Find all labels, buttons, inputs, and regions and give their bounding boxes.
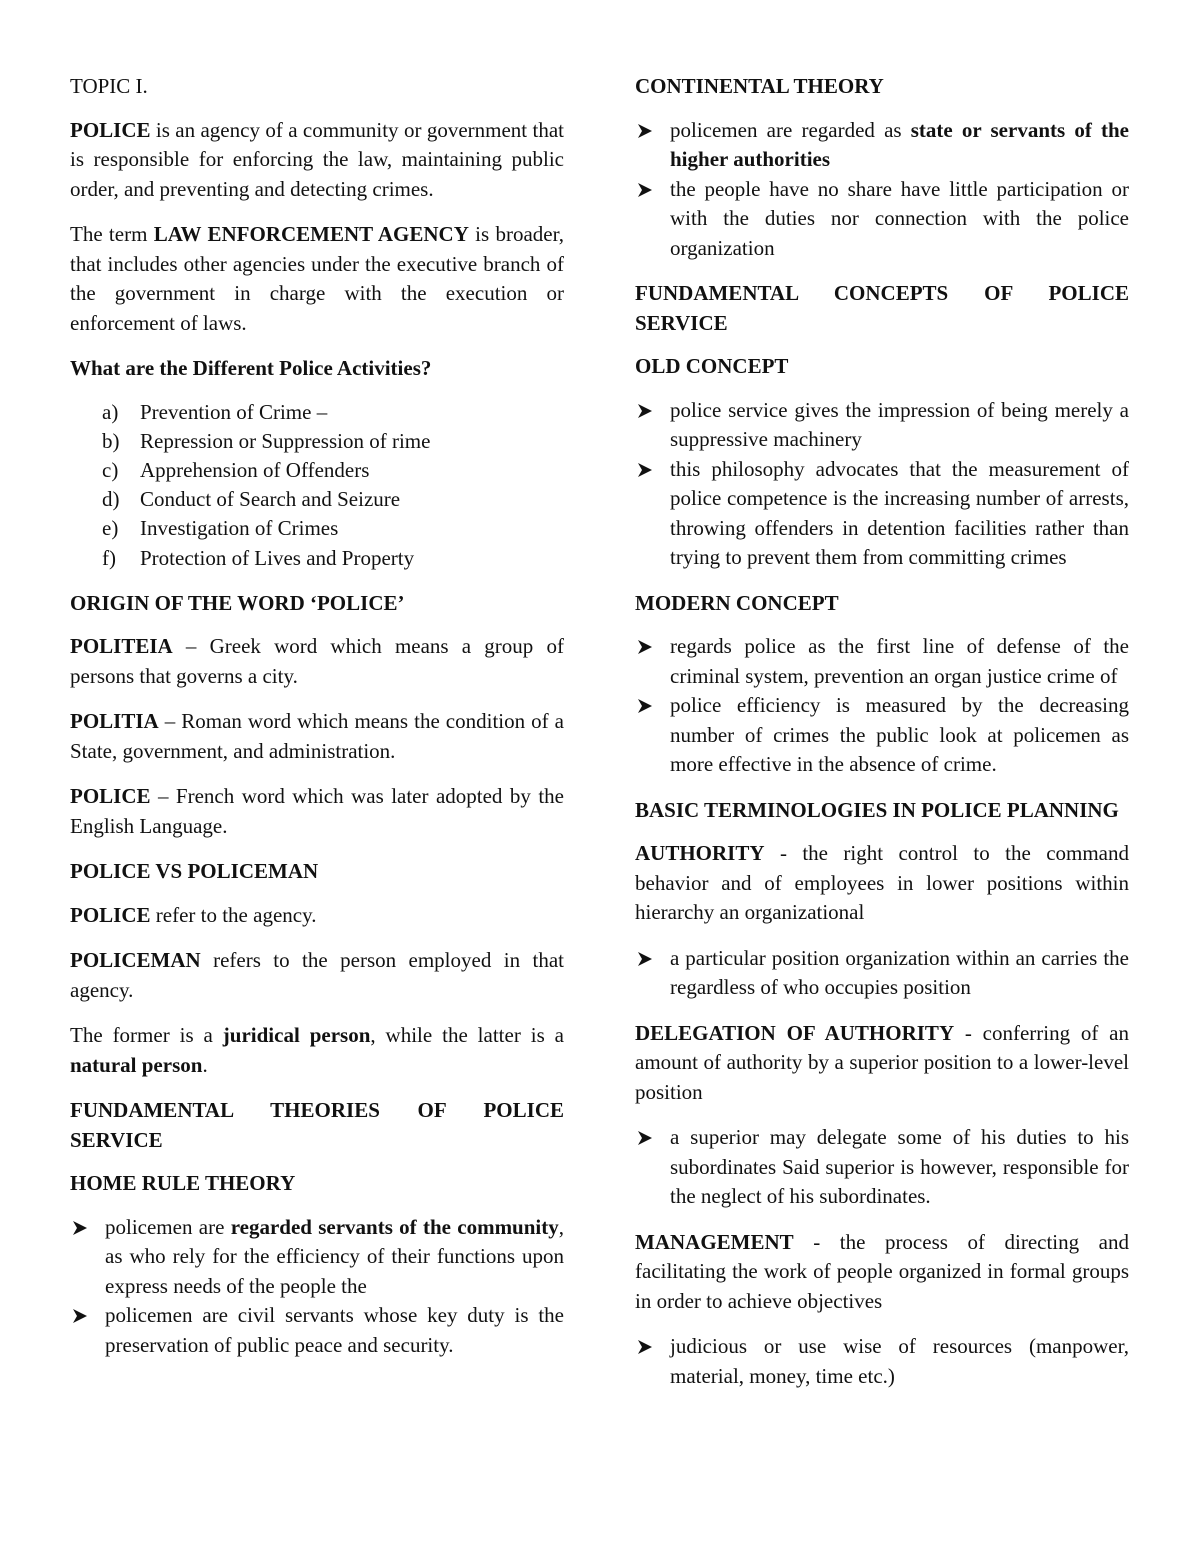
list-item: a) Prevention of Crime – (102, 399, 328, 424)
arrow-bullet-icon (637, 639, 653, 655)
lea-definition: The term LAW ENFORCEMENT AGENCY is broader, that includes other agencies under the executive branch of the government in charge with the execution or enforcement of laws. (70, 222, 564, 335)
police-vs-policeman-heading: POLICE VS POLICEMAN (70, 859, 319, 884)
management-list (635, 1332, 1129, 1391)
arrow-bullet-icon (637, 951, 653, 967)
right-column (635, 72, 1129, 1407)
modern-concept-list (635, 632, 1129, 780)
arrow-bullet-icon (637, 123, 653, 139)
list-item: e) Investigation of Crimes (102, 516, 339, 541)
delegation-definition: DELEGATION OF AUTHORITY - conferring of an amount of authority by a superior position to a lower-level position (635, 1020, 1129, 1104)
arrow-bullet-icon (637, 403, 653, 419)
politeia-definition: POLITEIA – Greek word which means a group of persons that governs a city. (70, 634, 564, 688)
continental-heading: CONTINENTAL THEORY (635, 74, 884, 98)
arrow-bullet-icon (637, 462, 653, 478)
list-item: police efficiency is measured by the decreasing number of crimes the public look at policemen as more effective in the absence of crime. (635, 691, 1129, 780)
police-french-definition: POLICE – French word which was later adopted by the English Language. (70, 784, 564, 838)
list-item: f) Protection of Lives and Property (102, 545, 415, 570)
list-item: d) Conduct of Search and Seizure (102, 487, 401, 512)
list-item: policemen are regarded as state or servants of the higher authorities (635, 116, 1129, 175)
arrow-bullet-icon (72, 1308, 88, 1324)
policeman-definition: POLICEMAN refers to the person employed in that agency. (70, 948, 564, 1002)
lea-term: LAW ENFORCEMENT AGENCY (153, 222, 469, 246)
left-column (70, 72, 564, 1376)
list-item: b) Repression or Suppression of rime (102, 428, 431, 453)
modern-concept-heading: MODERN CONCEPT (635, 590, 839, 615)
concepts-heading: FUNDAMENTAL CONCEPTS OF POLICE SERVICE (635, 281, 1129, 335)
list-item: police service gives the impression of being merely a suppressive machinery (635, 396, 1129, 455)
list-item: this philosophy advocates that the measurement of police competence is the increasing number of arrests, throwing offenders in detention facilities rather than trying to prevent them from committing crimes (635, 455, 1129, 573)
list-item: the people have no share have little participation or with the duties nor connection with the police organization (635, 175, 1129, 264)
list-item: policemen are regarded servants of the community, as who rely for the efficiency of their functions upon express needs of the people the (70, 1213, 564, 1302)
management-definition: MANAGEMENT - the process of directing and facilitating the work of people organized in formal groups in order to achieve objectives (635, 1229, 1129, 1313)
list-item: a superior may delegate some of his duties to his subordinates Said superior is however, responsible for the neglect of his subordinates. (635, 1123, 1129, 1212)
list-item: policemen are civil servants whose key duty is the preservation of public peace and security. (70, 1301, 564, 1360)
home-rule-heading: HOME RULE THEORY (70, 1171, 296, 1196)
authority-list (635, 944, 1129, 1003)
home-rule-list (70, 1213, 564, 1361)
origin-heading: ORIGIN OF THE WORD ‘POLICE’ (70, 590, 405, 615)
authority-definition: AUTHORITY - the right control to the command behavior and of employees in lower positions within hierarchy an organizational (635, 841, 1129, 924)
arrow-bullet-icon (637, 1130, 653, 1146)
arrow-bullet-icon (637, 182, 653, 198)
list-item: c) Apprehension of Offenders (102, 457, 370, 482)
activities-list (70, 398, 564, 573)
politia-definition: POLITIA – Roman word which means the condition of a State, government, and administration. (70, 709, 564, 763)
list-item: judicious or use wise of resources (manpower, material, money, time etc.) (635, 1332, 1129, 1391)
arrow-bullet-icon (637, 1339, 653, 1355)
arrow-bullet-icon (637, 698, 653, 714)
basic-terminologies-heading: BASIC TERMINOLOGIES IN POLICE PLANNING (635, 797, 1119, 822)
old-concept-heading: OLD CONCEPT (635, 354, 789, 378)
police-definition: POLICE is an agency of a community or government that is responsible for enforcing the law, maintaining public order, and preventing and detecting crimes. (70, 117, 564, 201)
former-latter-note: The former is a juridical person, while the latter is a natural person. (70, 1023, 564, 1077)
list-item: regards police as the first line of defense of the criminal system, prevention an organ justice crime of (635, 632, 1129, 691)
theories-heading: FUNDAMENTAL THEORIES OF POLICE SERVICE (70, 1098, 564, 1152)
old-concept-list (635, 396, 1129, 573)
topic-heading: TOPIC I. (70, 74, 148, 98)
continental-list (635, 116, 1129, 264)
delegation-list (635, 1123, 1129, 1212)
activities-heading: What are the Different Police Activities? (70, 356, 432, 380)
police-agency-definition: POLICE refer to the agency. (70, 902, 317, 927)
police-term: POLICE (70, 117, 151, 142)
list-item: a particular position organization within an carries the regardless of who occupies position (635, 944, 1129, 1003)
arrow-bullet-icon (72, 1220, 88, 1236)
